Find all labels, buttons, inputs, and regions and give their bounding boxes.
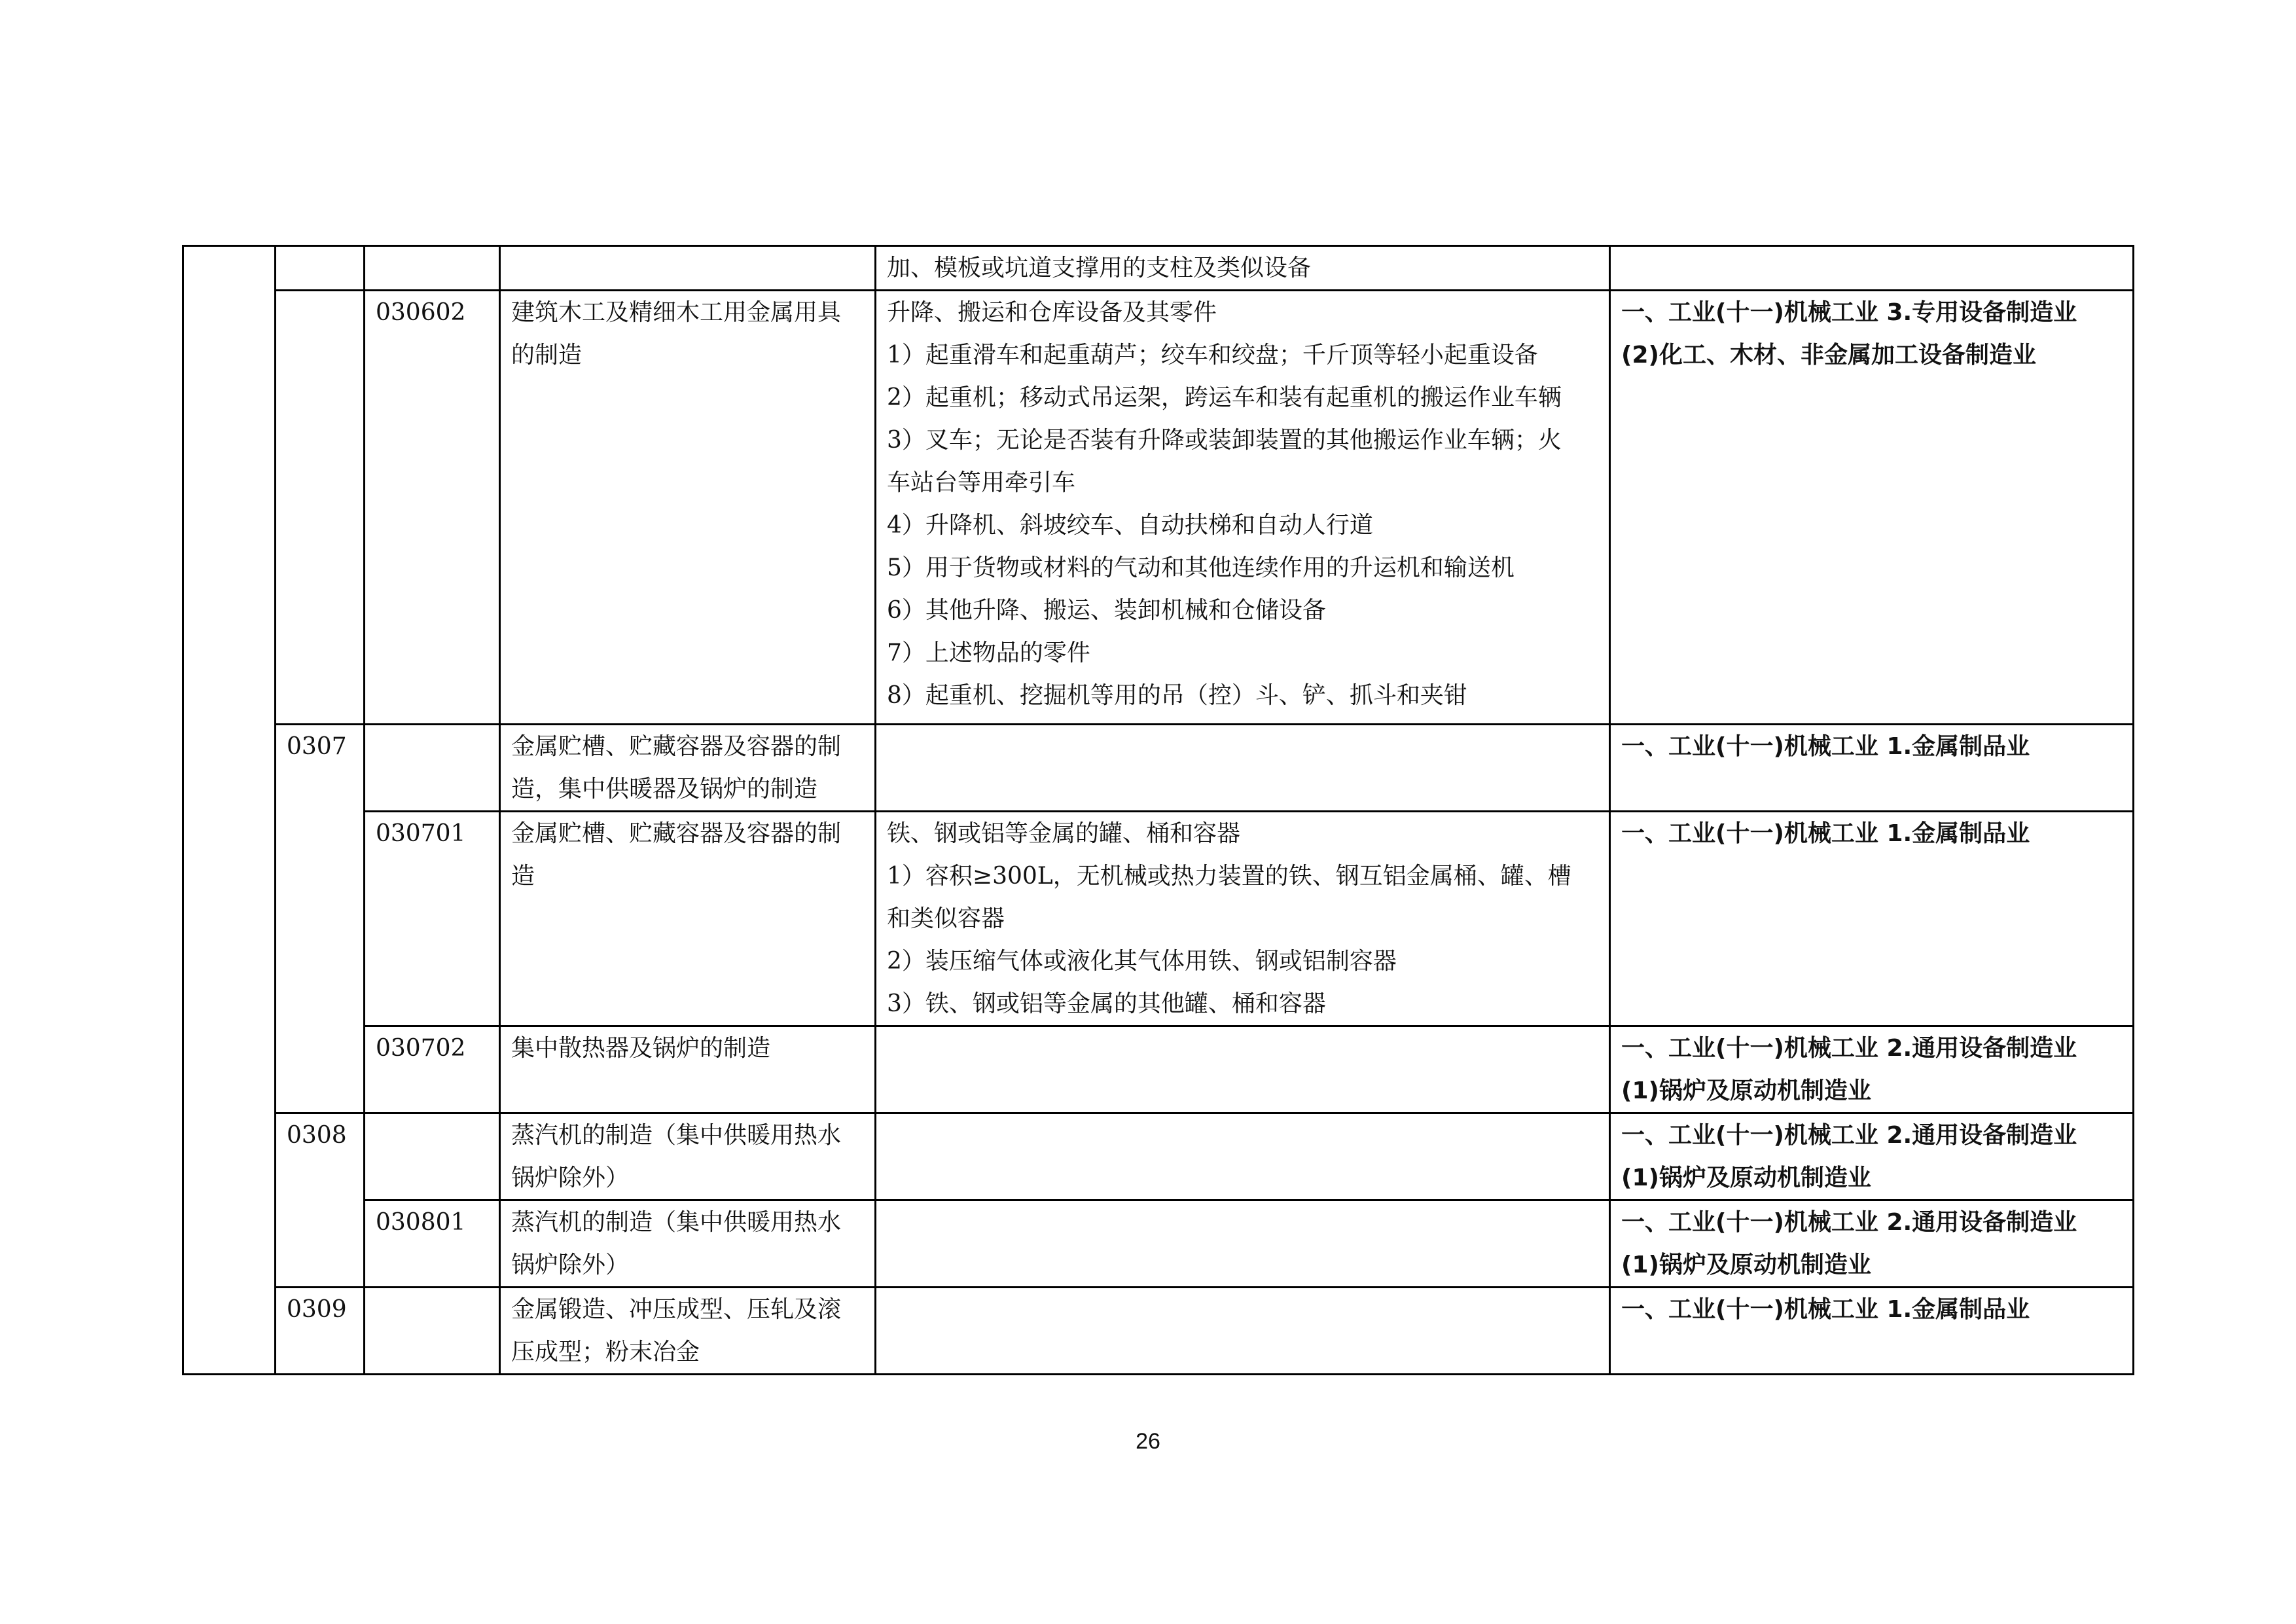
name-cell bbox=[500, 812, 876, 1026]
products-cell bbox=[876, 291, 1610, 725]
product-line: 加、模板或坑道支撑用的支柱及类似设备 bbox=[887, 255, 1312, 281]
industry-line: 一、工业(十一)机械工业 2.通用设备制造业 bbox=[1621, 1122, 2077, 1149]
name-line: 金属贮槽、贮藏容器及容器的制 bbox=[511, 733, 842, 760]
class-code-cell: 030701 bbox=[365, 812, 500, 1026]
name-line: 金属锻造、冲压成型、压轧及滚 bbox=[511, 1296, 842, 1323]
class-code-cell bbox=[365, 246, 500, 291]
product-line: 2）起重机；移动式吊运架，跨运车和装有起重机的搬运作业车辆 bbox=[887, 384, 1562, 411]
name-cell bbox=[500, 1200, 876, 1288]
product-line: 4）升降机、斜坡绞车、自动扶梯和自动人行道 bbox=[887, 512, 1373, 539]
product-line: 2）装压缩气体或液化其气体用铁、钢或铝制容器 bbox=[887, 948, 1397, 975]
industry-line: (1)锅炉及原动机制造业 bbox=[1621, 1252, 1871, 1278]
section-cell bbox=[183, 246, 276, 1375]
table-row bbox=[183, 1288, 2134, 1375]
group-code-cell: 0308 bbox=[276, 1113, 365, 1288]
industry-line: 一、工业(十一)机械工业 3.专用设备制造业 bbox=[1621, 299, 2077, 326]
products-cell bbox=[876, 1026, 1610, 1113]
name-cell bbox=[500, 1026, 876, 1113]
class-code-cell: 030801 bbox=[365, 1200, 500, 1288]
name-cell bbox=[500, 1288, 876, 1375]
page-number: 26 bbox=[1136, 1429, 1160, 1454]
name-cell bbox=[500, 1113, 876, 1200]
industry-line: 一、工业(十一)机械工业 1.金属制品业 bbox=[1621, 1296, 2030, 1323]
table-row bbox=[183, 1200, 2134, 1288]
class-code-cell: 030602 bbox=[365, 291, 500, 725]
name-line: 蒸汽机的制造（集中供暖用热水 bbox=[511, 1209, 842, 1236]
table-row bbox=[183, 812, 2134, 1026]
industry-cell bbox=[1610, 246, 2134, 291]
name-cell bbox=[500, 246, 876, 291]
industry-line: 一、工业(十一)机械工业 2.通用设备制造业 bbox=[1621, 1035, 2077, 1062]
classification-table bbox=[182, 245, 2134, 1375]
product-line: 7）上述物品的零件 bbox=[887, 640, 1090, 666]
group-code-cell bbox=[276, 246, 365, 291]
products-cell bbox=[876, 246, 1610, 291]
product-line: 1）起重滑车和起重葫芦；绞车和绞盘；千斤顶等轻小起重设备 bbox=[887, 342, 1538, 369]
industry-line: (1)锅炉及原动机制造业 bbox=[1621, 1077, 1871, 1104]
name-line: 压成型；粉末冶金 bbox=[511, 1339, 700, 1365]
product-line: 和类似容器 bbox=[887, 905, 1005, 932]
name-cell bbox=[500, 291, 876, 725]
product-line: 车站台等用牵引车 bbox=[887, 469, 1076, 496]
products-cell bbox=[876, 1288, 1610, 1375]
industry-cell bbox=[1610, 291, 2134, 725]
table-row bbox=[183, 1026, 2134, 1113]
industry-cell bbox=[1610, 1113, 2134, 1200]
product-line: 5）用于货物或材料的气动和其他连续作用的升运机和输送机 bbox=[887, 554, 1515, 581]
industry-cell bbox=[1610, 812, 2134, 1026]
product-line: 铁、钢或铝等金属的罐、桶和容器 bbox=[887, 820, 1241, 847]
class-code-cell: 030702 bbox=[365, 1026, 500, 1113]
name-cell bbox=[500, 725, 876, 812]
products-cell bbox=[876, 812, 1610, 1026]
class-code-cell bbox=[365, 1288, 500, 1375]
products-cell bbox=[876, 1113, 1610, 1200]
industry-cell bbox=[1610, 1288, 2134, 1375]
class-code-cell bbox=[365, 1113, 500, 1200]
industry-cell bbox=[1610, 725, 2134, 812]
product-line: 3）铁、钢或铝等金属的其他罐、桶和容器 bbox=[887, 990, 1326, 1017]
products-cell bbox=[876, 1200, 1610, 1288]
name-line: 蒸汽机的制造（集中供暖用热水 bbox=[511, 1122, 842, 1149]
table-row bbox=[183, 246, 2134, 291]
group-code-cell: 0309 bbox=[276, 1288, 365, 1375]
name-line: 造，集中供暖器及锅炉的制造 bbox=[511, 776, 818, 803]
name-line: 集中散热器及锅炉的制造 bbox=[511, 1035, 771, 1062]
industry-line: (1)锅炉及原动机制造业 bbox=[1621, 1164, 1871, 1191]
table-row bbox=[183, 291, 2134, 725]
product-line: 6）其他升降、搬运、装卸机械和仓储设备 bbox=[887, 597, 1326, 624]
name-line: 金属贮槽、贮藏容器及容器的制 bbox=[511, 820, 842, 847]
table-row bbox=[183, 725, 2134, 812]
name-line: 的制造 bbox=[511, 342, 583, 369]
product-line: 升降、搬运和仓库设备及其零件 bbox=[887, 299, 1217, 326]
name-line: 锅炉除外） bbox=[511, 1252, 630, 1278]
products-cell bbox=[876, 725, 1610, 812]
name-line: 建筑木工及精细木工用金属用具 bbox=[511, 299, 842, 326]
product-line: 1）容积≥300L，无机械或热力装置的铁、钢互铝金属桶、罐、槽 bbox=[887, 863, 1571, 890]
industry-line: (2)化工、木材、非金属加工设备制造业 bbox=[1621, 342, 2036, 369]
table-row bbox=[183, 1113, 2134, 1200]
industry-cell bbox=[1610, 1200, 2134, 1288]
group-code-cell: 0307 bbox=[276, 725, 365, 1113]
industry-line: 一、工业(十一)机械工业 1.金属制品业 bbox=[1621, 820, 2030, 847]
name-line: 锅炉除外） bbox=[511, 1164, 630, 1191]
name-line: 造 bbox=[511, 863, 535, 890]
class-code-cell bbox=[365, 725, 500, 812]
industry-cell bbox=[1610, 1026, 2134, 1113]
product-line: 3）叉车；无论是否装有升降或装卸装置的其他搬运作业车辆；火 bbox=[887, 427, 1562, 454]
industry-line: 一、工业(十一)机械工业 1.金属制品业 bbox=[1621, 733, 2030, 760]
product-line: 8）起重机、挖掘机等用的吊（控）斗、铲、抓斗和夹钳 bbox=[887, 682, 1467, 709]
group-code-cell bbox=[276, 291, 365, 725]
industry-line: 一、工业(十一)机械工业 2.通用设备制造业 bbox=[1621, 1209, 2077, 1236]
